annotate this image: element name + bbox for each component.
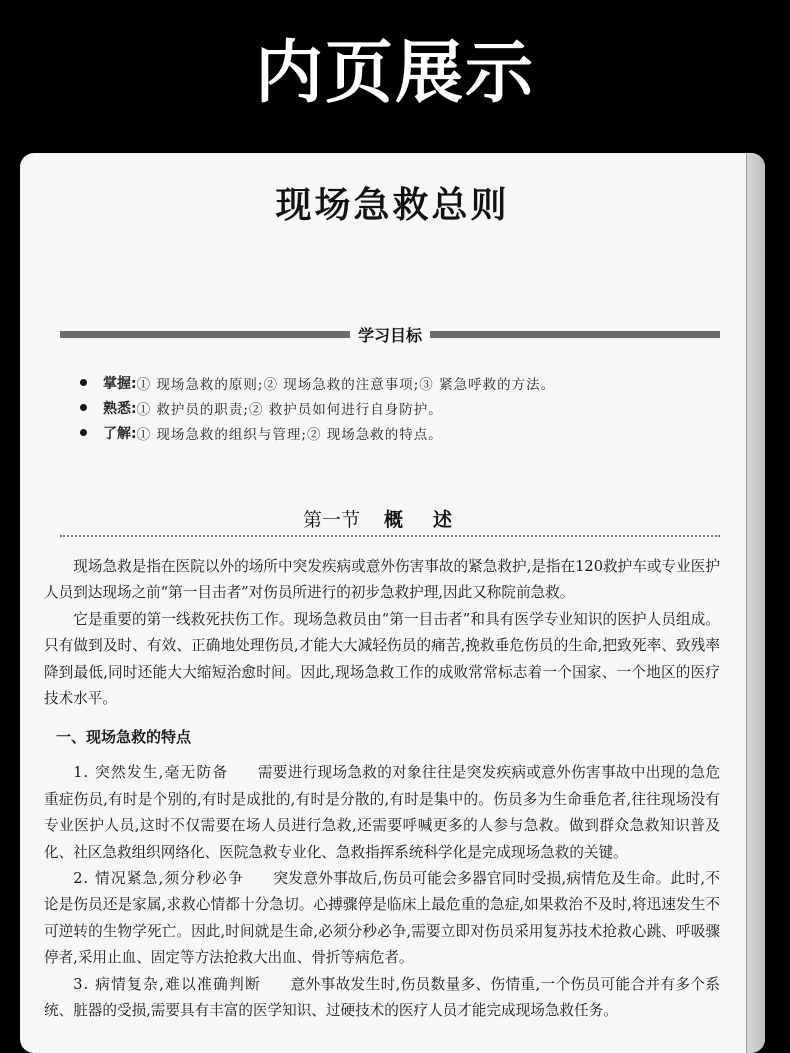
goal-key: 熟悉:: [103, 400, 137, 417]
feature-text: 意外事故发生时,伤员数量多、伤情重,一个伤员可能合并有多个系统、脏器的受损,需要具有丰富的医学知识、过硬技术的医疗人员才能完成现场急救任务。: [44, 975, 721, 1020]
feature-text: 需要进行现场急救的对象往往是突发疾病或意外伤害事故中出现的急危重症伤员,有时是个别的,有时是成批的,有时是分散的,有时是集中的。伤员多为生命垂危者,往往现场没有专业医护人员,这时不仅需要在场人员进行急救,还需要呼喊更多的人参与急救。做到群众急救知识普及化、社区急救组织网络化、医院急救专业化、急救指挥系统科学化是完成现场急救的关键。: [44, 764, 720, 861]
feature-title: 3. 病情复杂,难以准确判断: [73, 975, 262, 993]
paragraph: 它是重要的第一线救死扶伤工作。现场急救员由“第一目击者”和具有医学专业知识的医护人员组成。只有做到及时、有效、正确地处理伤员,才能大大减轻伤员的痛苦,挽救垂危伤员的生命,把致死率、致残率降到最低,同时还能大大缩短治愈时间。因此,现场急救工作的成败常常标志着一个国家、一个地区的医疗技术水平。: [44, 610, 720, 708]
paragraph: 现场急救是指在医院以外的场所中突发疾病或意外伤害事故的紧急救护,是指在120救护车或专业医护人员到达现场之前“第一目击者”对伤员所进行的初步急救护理,因此又称院前急救。: [44, 558, 720, 602]
feature-paragraph: [44, 972, 720, 1025]
page-edge: [746, 153, 765, 1053]
feature-title: 2. 情况紧急,须分秒必争: [73, 870, 245, 888]
bullet-icon: [80, 379, 87, 386]
section-heading: [20, 505, 765, 532]
goal-text: ① 现场急救的原则;② 现场急救的注意事项;③ 紧急呼救的方法。: [136, 376, 556, 393]
goal-key: 掌握:: [103, 375, 137, 392]
section-number: 第一节: [302, 509, 360, 531]
bullet-icon: [80, 429, 87, 436]
subheading: 一、现场急救的特点: [56, 728, 192, 747]
feature-paragraph: [44, 760, 720, 866]
feature-text: 突发意外事故后,伤员可能会多器官同时受损,病情危及生命。此时,不论是伤员还是家属,求救心情都十分急切。心搏骤停是临床上最危重的急症,如果救治不及时,将迅速发生不可逆转的生物学死亡。因此,时间就是生命,必须分秒必争,需要立即对伤员采用复苏技术抢救心跳、呼吸骤停者,采用止血、固定等方法抢救大出血、骨折等病危者。: [44, 870, 721, 967]
goal-text: ① 救护员的职责;② 救护员如何进行自身防护。: [136, 401, 443, 418]
dotted-divider: [60, 535, 720, 537]
divider-right: [430, 331, 720, 338]
body-text: [44, 554, 720, 1025]
goal-item: [80, 420, 720, 445]
feature-title: 1. 突然发生,毫无防备: [73, 764, 229, 782]
goals-heading: 学习目标: [358, 325, 423, 345]
goal-text: ① 现场急救的组织与管理;② 现场急救的特点。: [136, 426, 443, 443]
chapter-title: 现场急救总则: [275, 185, 510, 226]
banner: [0, 0, 790, 150]
divider-left: [60, 331, 350, 338]
section-name: 概述: [384, 509, 483, 531]
goals-heading-bar: [60, 325, 720, 345]
feature-paragraph: [44, 866, 720, 972]
goal-item: [80, 370, 720, 395]
goal-item: [80, 395, 720, 420]
goals-list: [80, 370, 720, 445]
bullet-icon: [80, 404, 87, 411]
goal-key: 了解:: [103, 425, 137, 442]
banner-title: 内页展示: [254, 33, 535, 113]
book-page: [20, 153, 765, 1053]
